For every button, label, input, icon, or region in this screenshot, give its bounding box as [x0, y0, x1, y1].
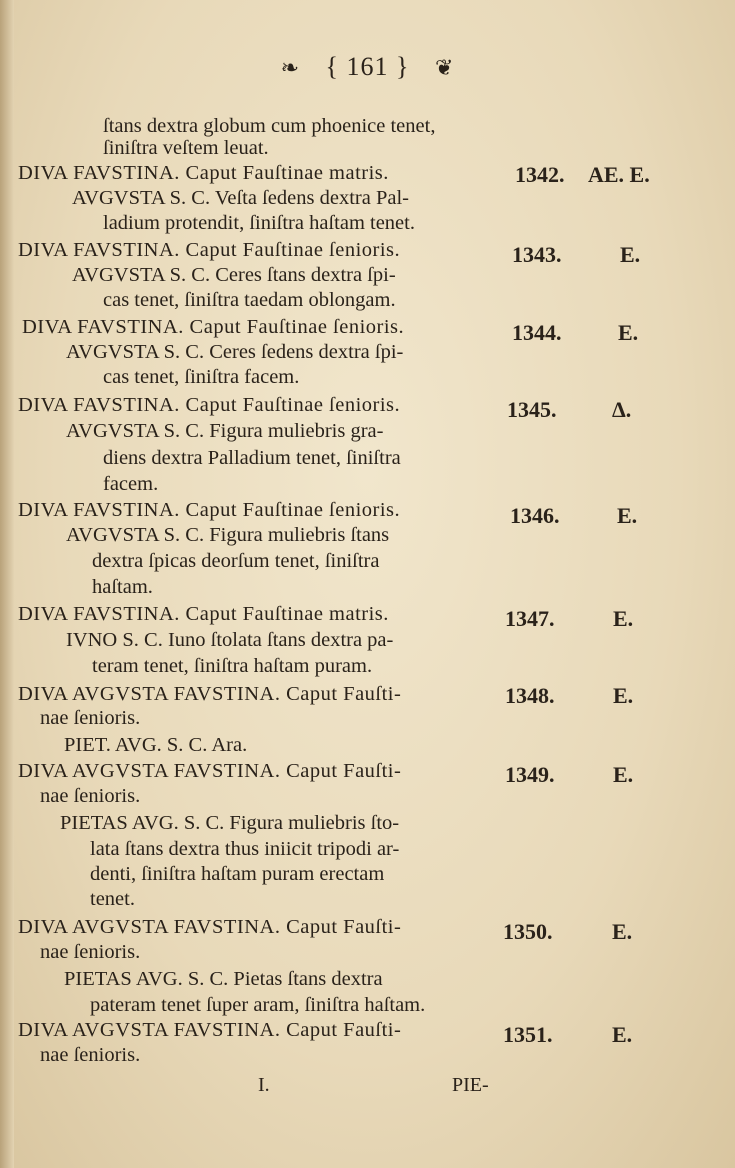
entry-heading: DIVA AVGVSTA FAVSTINA. Caput Fauſti-	[18, 916, 402, 938]
catalog-number: 1349.	[505, 762, 555, 787]
text-line: nae ſenioris.	[40, 785, 141, 807]
text-line: nae ſenioris.	[40, 707, 141, 729]
catalog-number: 1348.	[505, 683, 555, 708]
metal-mark: E.	[620, 242, 641, 267]
metal-mark: E.	[613, 683, 634, 708]
catalog-number: 1345.	[507, 397, 557, 422]
text-line: AVGVSTA S. C. Ceres ſedens dextra ſpi-	[66, 341, 404, 363]
catalog-number: 1347.	[505, 606, 555, 631]
metal-mark: E.	[613, 606, 634, 631]
text-line: lata ſtans dextra thus iniicit tripodi ar-	[90, 838, 400, 860]
text-line: nae ſenioris.	[40, 941, 141, 963]
metal-mark: AE. E.	[588, 162, 650, 187]
page-header	[0, 52, 735, 92]
text-line: PIETAS AVG. S. C. Pietas ſtans dextra	[64, 968, 383, 990]
catalog-number: 1350.	[503, 919, 553, 944]
entry-heading: DIVA AVGVSTA FAVSTINA. Caput Fauſti-	[18, 1019, 402, 1041]
text-line: tenet.	[90, 888, 135, 910]
left-ornament: ❧	[280, 56, 301, 81]
entry-heading: DIVA FAVSTINA. Caput Fauſtinae matris.	[18, 603, 389, 625]
catalog-number: 1342.	[515, 162, 565, 187]
text-line: cas tenet, ſiniſtra facem.	[103, 366, 300, 388]
text-line: AVGVSTA S. C. Figura muliebris gra-	[66, 420, 384, 442]
metal-mark: E.	[617, 503, 638, 528]
metal-mark: Δ.	[612, 397, 632, 422]
text-line: teram tenet, ſiniſtra haſtam puram.	[92, 655, 373, 677]
metal-mark: E.	[612, 1022, 633, 1047]
entry-heading: DIVA FAVSTINA. Caput Fauſtinae ſenioris.	[22, 316, 405, 338]
right-ornament: ❦	[434, 56, 455, 81]
text-line: facem.	[103, 473, 159, 495]
entry-heading: DIVA FAVSTINA. Caput Fauſtinae ſenioris.	[18, 394, 401, 416]
text-line: diens dextra Palladium tenet, ſiniſtra	[103, 447, 401, 469]
text-line: haſtam.	[92, 576, 153, 598]
entry-heading: DIVA FAVSTINA. Caput Fauſtinae matris.	[18, 162, 389, 184]
catalog-number: 1351.	[503, 1022, 553, 1047]
signature-mark: I.	[258, 1074, 270, 1096]
entry-heading: DIVA FAVSTINA. Caput Fauſtinae ſenioris.	[18, 499, 401, 521]
catalog-number: 1344.	[512, 320, 562, 345]
text-line: nae ſenioris.	[40, 1044, 141, 1066]
catalog-number: 1343.	[512, 242, 562, 267]
text-line: AVGVSTA S. C. Ceres ſtans dextra ſpi-	[72, 264, 396, 286]
text-line: PIET. AVG. S. C. Ara.	[64, 734, 248, 756]
entry-heading: DIVA FAVSTINA. Caput Fauſtinae ſenioris.	[18, 239, 401, 261]
text-line: ſiniſtra veſtem leuat.	[103, 137, 269, 159]
text-line: AVGVSTA S. C. Figura muliebris ſtans	[66, 524, 390, 546]
text-line: denti, ſiniſtra haſtam puram erectam	[90, 863, 385, 885]
page-gutter	[0, 0, 14, 1168]
metal-mark: E.	[612, 919, 633, 944]
text-line: dextra ſpicas deorſum tenet, ſiniſtra	[92, 550, 380, 572]
catchword: PIE-	[452, 1074, 489, 1096]
entry-heading: DIVA AVGVSTA FAVSTINA. Caput Fauſti-	[18, 760, 402, 782]
text-line: PIETAS AVG. S. C. Figura muliebris ſto-	[60, 812, 400, 834]
text-line: IVNO S. C. Iuno ſtolata ſtans dextra pa-	[66, 629, 394, 651]
text-line: cas tenet, ſiniſtra taedam oblongam.	[103, 289, 396, 311]
text-line: pateram tenet ſuper aram, ſiniſtra haſtam.	[90, 994, 426, 1016]
text-line: ſtans dextra globum cum phoenice tenet,	[103, 115, 436, 137]
text-line: AVGVSTA S. C. Veſta ſedens dextra Pal-	[72, 187, 409, 209]
entry-heading: DIVA AVGVSTA FAVSTINA. Caput Fauſti-	[18, 683, 402, 705]
catalog-number: 1346.	[510, 503, 560, 528]
text-line: ladium protendit, ſiniſtra haſtam tenet.	[103, 212, 415, 234]
metal-mark: E.	[618, 320, 639, 345]
metal-mark: E.	[613, 762, 634, 787]
page-number: { 161 }	[325, 52, 410, 81]
